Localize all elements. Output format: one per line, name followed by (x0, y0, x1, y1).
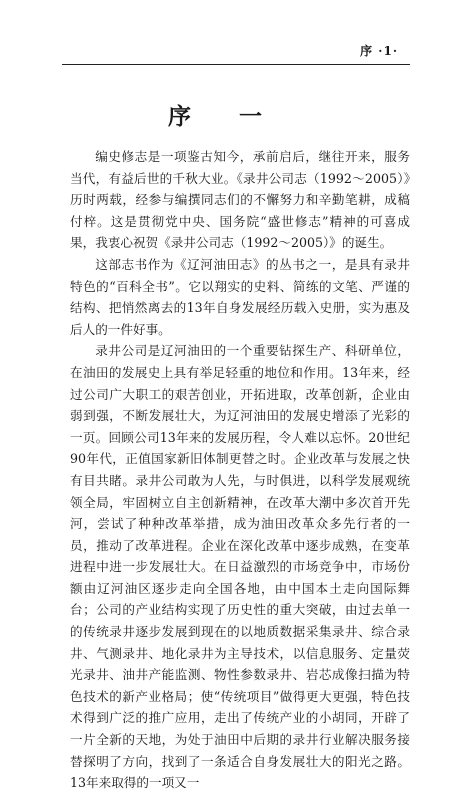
running-header (0, 42, 450, 62)
paragraph: 这部志书作为《辽河油田志》的丛书之一，是具有录井特色的“百科全书”。它以翔实的史料、简练的文笔、严谨的结构、把悄然离去的13年自身发展经历载入史册，实为惠及后人的一件好事。 (70, 256, 410, 337)
chapter-title: 序 一 (167, 103, 282, 130)
header-rule (62, 64, 410, 65)
running-title: 序 ·1· (360, 44, 398, 58)
paragraph: 录井公司是辽河油田的一个重要钻探生产、科研单位，在油田的发展史上具有举足轻重的地位和作用。13年来，经过公司广大职工的艰苦创业，开拓进取，改革创新，企业由弱到强，不断发展壮大，为辽河油田的发展史增添了光彩的一页。回顾公司13年来的发展历程，令人难以忘怀。20世纪90年代，正值国家新旧体制更替之时。企业改革与发展之快有目共睹。录井公司敢为人先，与时俱进，以科学发展观统领全局，牢固树立自主创新精神，在改革大潮中多次首开先河，尝试了种种改革举措，成为油田改革众多先行者的一员，推动了改革进程。企业在深化改革中逐步成熟，在变革进程中进一步发展壮大。在日益激烈的市场竞争中，市场份额由辽河油区逐步走向全国各地，由中国本土走向国际舞台；公司的产业结构实现了历史性的重大突破，由过去单一的传统录井逐步发展到现在的以地质数据采集录井、综合录井、气测录井、地化录井为主导技术，以信息服务、定量荧光录井、油井产能监测、物性参数录井、岩芯成像扫描为特色技术的新产业格局；使“传统项目”做得更大更强，特色技术得到广泛的推广应用，走出了传统产业的小胡同，开辟了一片全新的天地，为处于油田中后期的录井行业解决服务接替探明了方向，找到了一条适合自身发展壮大的阳光之路。13年来取得的一项又一 (70, 343, 410, 791)
paragraph: 编史修志是一项鉴古知今，承前启后，继往开来，服务当代，有益后世的千秋大业。《录井公司志（1992～2005）》历时两载，经参与编撰同志们的不懈努力和辛勤笔耕，成稿付梓。这是贯彻党中央、国务院“盛世修志”精神的可喜成果，我衷心祝贺《录井公司志（1992～2005）》的诞生。 (70, 149, 410, 251)
body-text (70, 146, 410, 794)
